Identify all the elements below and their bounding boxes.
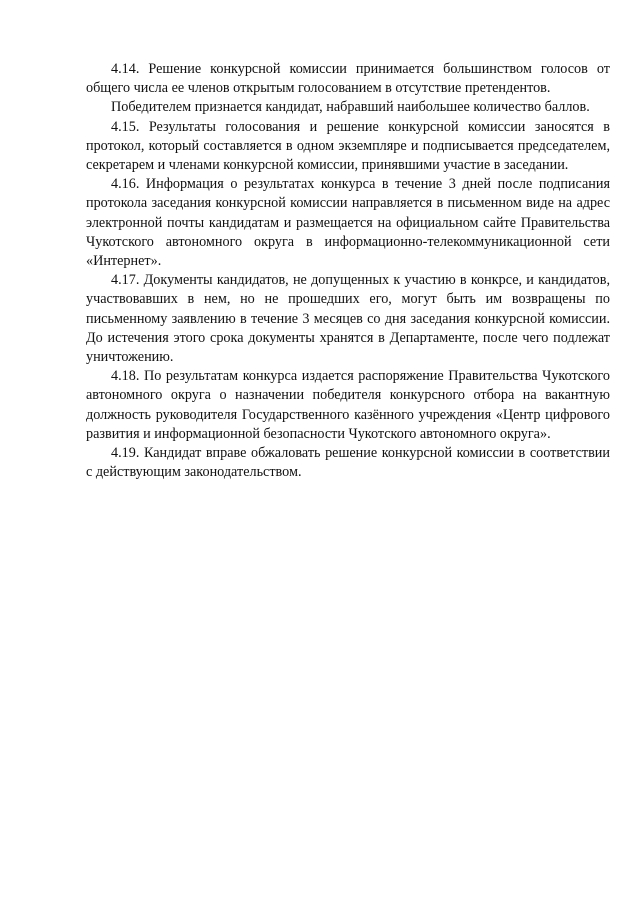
paragraph-winner: Победителем признается кандидат, набравший наибольшее количество баллов. bbox=[111, 99, 590, 116]
document-body bbox=[86, 60, 610, 482]
paragraph-4-14: 4.14. Решение конкурсной комиссии принимается большинством голосов от общего числа ее членов открытым голосованием в отсутствие претендентов. bbox=[86, 61, 610, 97]
paragraph-4-17: 4.17. Документы кандидатов, не допущенных к участию в конкрсе, и кандидатов, участвовавших в нем, но не прошедших его, могут быть им возвращены по письменному заявлению в течение 3 месяцев со дня заседания конкурсной комиссии. До истечения этого срока документы хранятся в Департаменте, после чего подлежат уничтожению. bbox=[86, 272, 610, 366]
paragraph-4-18: 4.18. По результатам конкурса издается распоряжение Правительства Чукотского автономного округа о назначении победителя конкурсного отбора на вакантную должность руководителя Государственного казённого учреждения «Центр цифрового развития и информационной безопасности Чукотского автономного округа». bbox=[86, 368, 610, 442]
paragraph-4-16: 4.16. Информация о результатах конкурса в течение 3 дней после подписания протокола заседания конкурсной комиссии направляется в письменном виде на адрес электронной почты кандидатам и размещается на официальном сайте Правительства Чукотского автономного округа в информационно-телекоммуникационной сети «Интернет». bbox=[86, 176, 610, 270]
paragraph-4-19: 4.19. Кандидат вправе обжаловать решение конкурсной комиссии в соответствии с действующим законодательством. bbox=[86, 445, 610, 481]
paragraph-4-15: 4.15. Результаты голосования и решение конкурсной комиссии заносятся в протокол, который составляется в одном экземпляре и подписывается председателем, секретарем и членами конкурсной комиссии, принявшими участие в заседании. bbox=[86, 118, 610, 174]
